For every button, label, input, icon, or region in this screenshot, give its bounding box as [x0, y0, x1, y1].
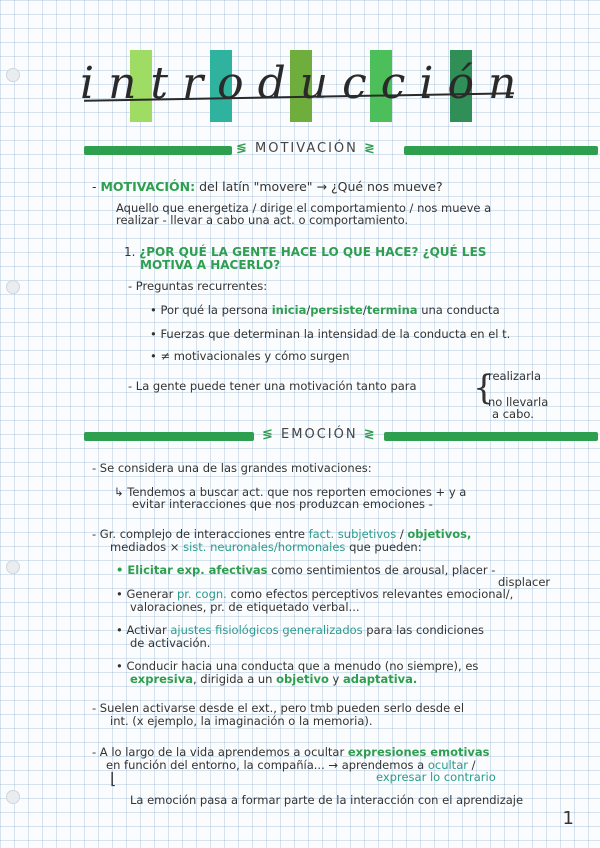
option-text: no llevarla — [488, 395, 549, 409]
body-text: mediados × sist. neuronales/hormonales que pueden: — [110, 540, 422, 554]
binder-hole — [6, 280, 20, 294]
list-item: • Elicitar exp. afectivas como sentimientos de arousal, placer - — [116, 563, 496, 577]
binder-hole — [6, 68, 20, 82]
list-item: • Activar ajustes fisiológicos generalizados para las condiciones — [116, 623, 485, 637]
binder-hole — [6, 790, 20, 804]
section-heading-emocion: ≶ EMOCIÓN ≷ — [262, 427, 377, 442]
heading-bar-right — [404, 146, 598, 155]
page-number: 1 — [562, 808, 574, 829]
sparkle-icon: ≷ — [364, 141, 377, 156]
sparkle-icon: ≷ — [363, 427, 377, 442]
body-text: - La gente puede tener una motivación tanto para — [128, 379, 417, 393]
list-item: • Fuerzas que determinan la intensidad de la conducta en el t. — [150, 327, 511, 341]
body-text: - Suelen activarse desde el ext., pero tmb pueden serlo desde el — [92, 701, 465, 715]
bracket-icon: ⌊ — [110, 769, 117, 788]
list-item: • Conducir hacia una conducta que a menudo (no siempre), es — [116, 659, 479, 673]
definition-text: Aquello que energetiza / dirige el comportamiento / nos mueve a — [116, 201, 492, 215]
body-text: ↳ Tendemos a buscar act. que nos reporten emociones + y a — [114, 485, 467, 499]
definition-text: realizar - llevar a cabo una act. o comportamiento. — [116, 213, 409, 227]
motivacion-definition-line: - MOTIVACIÓN: del latín "movere" → ¿Qué nos mueve? — [92, 179, 443, 194]
body-text: displacer — [498, 575, 551, 589]
heading-bar-left — [84, 146, 232, 155]
body-text: int. (x ejemplo, la imaginación o la memoria). — [110, 714, 373, 728]
sparkle-icon: ≶ — [236, 141, 249, 156]
body-text: La emoción pasa a formar parte de la interacción con el aprendizaje — [130, 793, 524, 807]
section-heading-motivacion: ≶ MOTIVACIÓN ≷ — [236, 141, 377, 156]
page-title: introducción — [80, 58, 531, 109]
option-text: realizarla — [488, 369, 542, 383]
list-item: • Generar pr. cogn. como efectos perceptivos relevantes emocional/, — [116, 587, 514, 601]
body-text: - A lo largo de la vida aprendemos a ocultar expresiones emotivas — [92, 745, 490, 759]
list-heading: - Preguntas recurrentes: — [128, 279, 268, 293]
body-text: de activación. — [130, 636, 211, 650]
body-text: - Gr. complejo de interacciones entre fact. subjetivos / objetivos, — [92, 527, 472, 541]
body-text: evitar interacciones que nos produzcan emociones - — [132, 497, 433, 511]
body-text: - Se considera una de las grandes motivaciones: — [92, 461, 372, 475]
list-item: • ≠ motivacionales y cómo surgen — [150, 349, 350, 363]
body-text: expresiva, dirigida a un objetivo y adaptativa. — [130, 672, 418, 686]
question-heading: 1. ¿POR QUÉ LA GENTE HACE LO QUE HACE? ¿QUÉ LES — [124, 245, 487, 259]
heading-bar-right — [384, 432, 598, 441]
list-item: • Por qué la persona inicia/persiste/termina una conducta — [150, 303, 500, 317]
brace: { — [473, 368, 495, 408]
body-text: en función del entorno, la compañía... → aprendemos a ocultar / — [106, 758, 476, 772]
option-text: a cabo. — [492, 407, 534, 421]
sparkle-icon: ≶ — [262, 427, 275, 442]
body-text: valoraciones, pr. de etiquetado verbal... — [130, 600, 360, 614]
binder-hole — [6, 560, 20, 574]
body-text: expresar lo contrario — [376, 770, 496, 784]
heading-bar-left — [84, 432, 254, 441]
question-heading: MOTIVA A HACERLO? — [140, 258, 281, 272]
